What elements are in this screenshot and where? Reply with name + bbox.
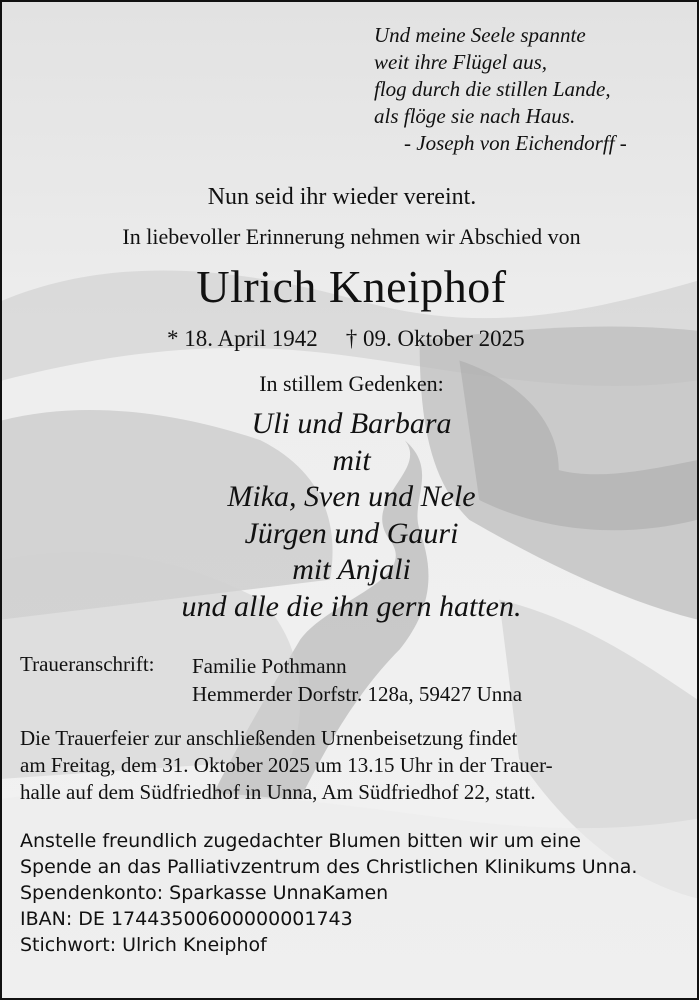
- poem: [374, 22, 694, 157]
- address-label: Traueranschrift:: [20, 652, 155, 676]
- mourner-line: mit Anjali: [292, 553, 411, 586]
- ceremony-line: Die Trauerfeier zur anschließenden Urnenbeisetzung findet: [20, 726, 518, 750]
- death-date: † 09. Oktober 2025: [345, 326, 525, 351]
- mourner-line: und alle die ihn gern hatten.: [181, 589, 522, 623]
- donation-iban: IBAN: DE 17443500600000001743: [20, 908, 353, 930]
- poem-line: weit ihre Flügel aus,: [374, 50, 548, 74]
- mourning-address: [192, 652, 522, 708]
- poem-line: als flöge sie nach Haus.: [374, 104, 576, 128]
- mourner-line: Uli und Barbara: [251, 407, 452, 440]
- address-line: Hemmerder Dorfstr. 128a, 59427 Unna: [192, 682, 523, 706]
- farewell-intro: In liebevoller Erinnerung nehmen wir Abschied von: [122, 224, 581, 249]
- reunited-line: Nun seid ihr wieder vereint.: [207, 184, 477, 210]
- ceremony-line: halle auf dem Südfriedhof in Unna, Am Südfriedhof 22, statt.: [20, 780, 536, 804]
- donation-details: [20, 828, 637, 958]
- address-line: Familie Pothmann: [192, 654, 347, 678]
- poem-author: - Joseph von Eichendorff -: [404, 131, 627, 155]
- memory-heading: In stillem Gedenken:: [259, 371, 444, 396]
- donation-account: Spendenkonto: Sparkasse UnnaKamen: [20, 882, 389, 904]
- mourner-line: mit: [332, 443, 371, 477]
- ceremony-details: [20, 725, 553, 806]
- mourner-line: Jürgen und Gauri: [244, 516, 459, 550]
- poem-line: flog durch die stillen Lande,: [374, 77, 611, 101]
- mourners-list: [2, 406, 699, 625]
- deceased-name: Ulrich Kneiphof: [196, 261, 507, 312]
- donation-line: Spende an das Palliativzentrum des Christlichen Klinikums Unna.: [20, 856, 638, 878]
- birth-date: * 18. April 1942: [167, 326, 318, 351]
- donation-reference: Stichwort: Ulrich Kneiphof: [20, 934, 267, 956]
- life-dates: [167, 326, 525, 352]
- donation-line: Anstelle freundlich zugedachter Blumen bitten wir um eine: [20, 830, 581, 852]
- mourner-line: Mika, Sven und Nele: [227, 480, 476, 513]
- poem-line: Und meine Seele spannte: [374, 23, 586, 47]
- ceremony-line: am Freitag, dem 31. Oktober 2025 um 13.15 Uhr in der Trauer-: [20, 753, 553, 777]
